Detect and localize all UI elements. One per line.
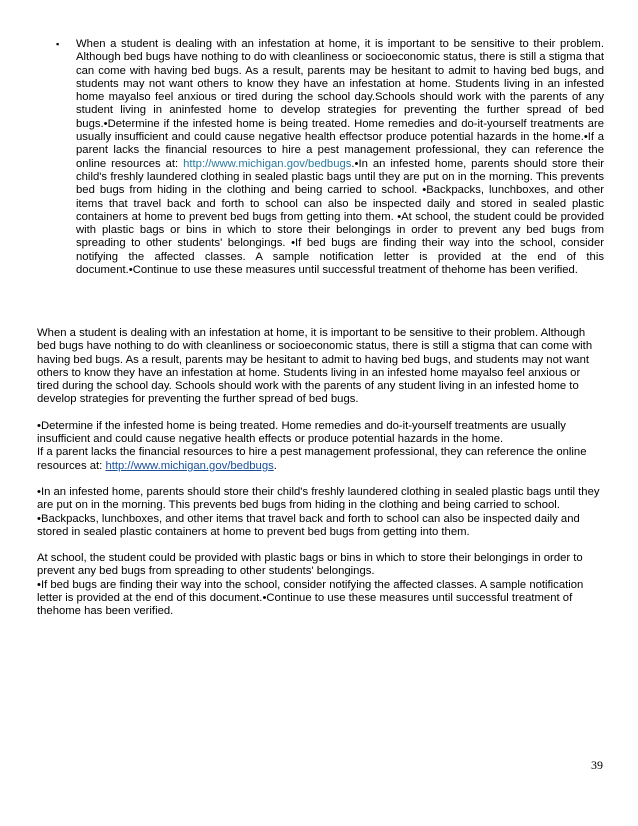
bullet-text-before-link: When a student is dealing with an infestation at home, it is important to be sensitive to their problem. Although bed bugs have nothing to do with cleanliness or socioeconomic status, there is still a stigma that can come with having bed bugs. As a result, parents may be hesitant to admit to having bed bugs, and students may not want others to know they have an infestation at home. Students living in an infested home mayalso feel anxious or tired during the school day.Schools should work with the parents of any student living in aninfested home to develop strategies for preventing the further spread of bed bugs.•Determine if the infested home is being treated. Home remedies and do-it-yourself treatments are usually insufficient and could cause negative health effectsor produce potential hazards in the home.•If a parent lacks the financial resources to hire a pest management professional, they can reference the online resources at: xyxy=(76,38,604,170)
page-number: 39 xyxy=(591,758,603,772)
square-bullet-icon: ▪ xyxy=(56,39,60,49)
paragraph-school-bins: At school, the student could be provided with plastic bags or bins in which to store their belongings in order to prevent any bed bugs from spreading to other students' belongings. xyxy=(37,552,583,578)
michigan-bedbugs-link[interactable]: http://www.michigan.gov/bedbugs xyxy=(105,459,274,472)
body-text xyxy=(37,327,604,619)
resources-text-end: . xyxy=(273,459,277,472)
paragraph-treatment: •Determine if the infested home is being treated. Home remedies and do-it-yourself treatments are usually insufficient and could cause negative health effects or produce potential hazards in the home. xyxy=(37,419,566,446)
bullet-text xyxy=(76,38,604,277)
bulleted-paragraph xyxy=(56,38,604,277)
bullet-text-after-link: .•In an infested home, parents should store their child's freshly laundered clothing in sealed plastic bags until they are put on in the morning. This prevents bed bugs from hiding in the clothing and being carried to school. •Backpacks, lunchboxes, and other items that travel back and forth to school can also be inspected daily and stored in sealed plastic containers at home to prevent bed bugs from getting into them. •At school, the student could be provided with plastic bags or bins in which to store their belongings in order to prevent any bed bugs from spreading to other students' belongings. •If bed bugs are finding their way into the school, consider notifying the affected classes. A sample notification letter is provided at the end of this document.•Continue to use these measures until successful treatment of thehome has been verified. xyxy=(76,157,605,277)
resources-text: If a parent lacks the financial resources to hire a pest management professional, they can reference the online resources at: xyxy=(37,446,587,472)
paragraph-notify-classes: •If bed bugs are finding their way into the school, consider notifying the affected classes. A sample notification letter is provided at the end of this document.•Continue to use these measures until successful treatment of thehome has been verified. xyxy=(37,578,584,618)
paragraph-sensitivity: When a student is dealing with an infestation at home, it is important to be sensitive to their problem. Although bed bugs have nothing to do with cleanliness or socioeconomic status, there is still a stigma that can come with having bed bugs. As a result, parents may be hesitant to admit to having bed bugs, and students may not want others to know they have an infestation at home. Students living in an infested home mayalso feel anxious or tired during the school day. Schools should work with the parents of any student living in an infested home to develop strategies for preventing the further spread of bed bugs. xyxy=(37,327,593,406)
paragraph-clothing: •In an infested home, parents should store their child's freshly laundered clothing in sealed plastic bags until they are put on in the morning. This prevents bed bugs from hiding in the clothing and being carried to school. xyxy=(37,485,600,512)
paragraph-resources xyxy=(37,446,604,473)
paragraph-backpacks: •Backpacks, lunchboxes, and other items that travel back and forth to school can also be inspected daily and stored in sealed plastic containers at home to prevent bed bugs from getting into them. xyxy=(37,512,580,538)
bullet-resource-link[interactable]: http://www.michigan.gov/bedbugs xyxy=(183,157,352,170)
